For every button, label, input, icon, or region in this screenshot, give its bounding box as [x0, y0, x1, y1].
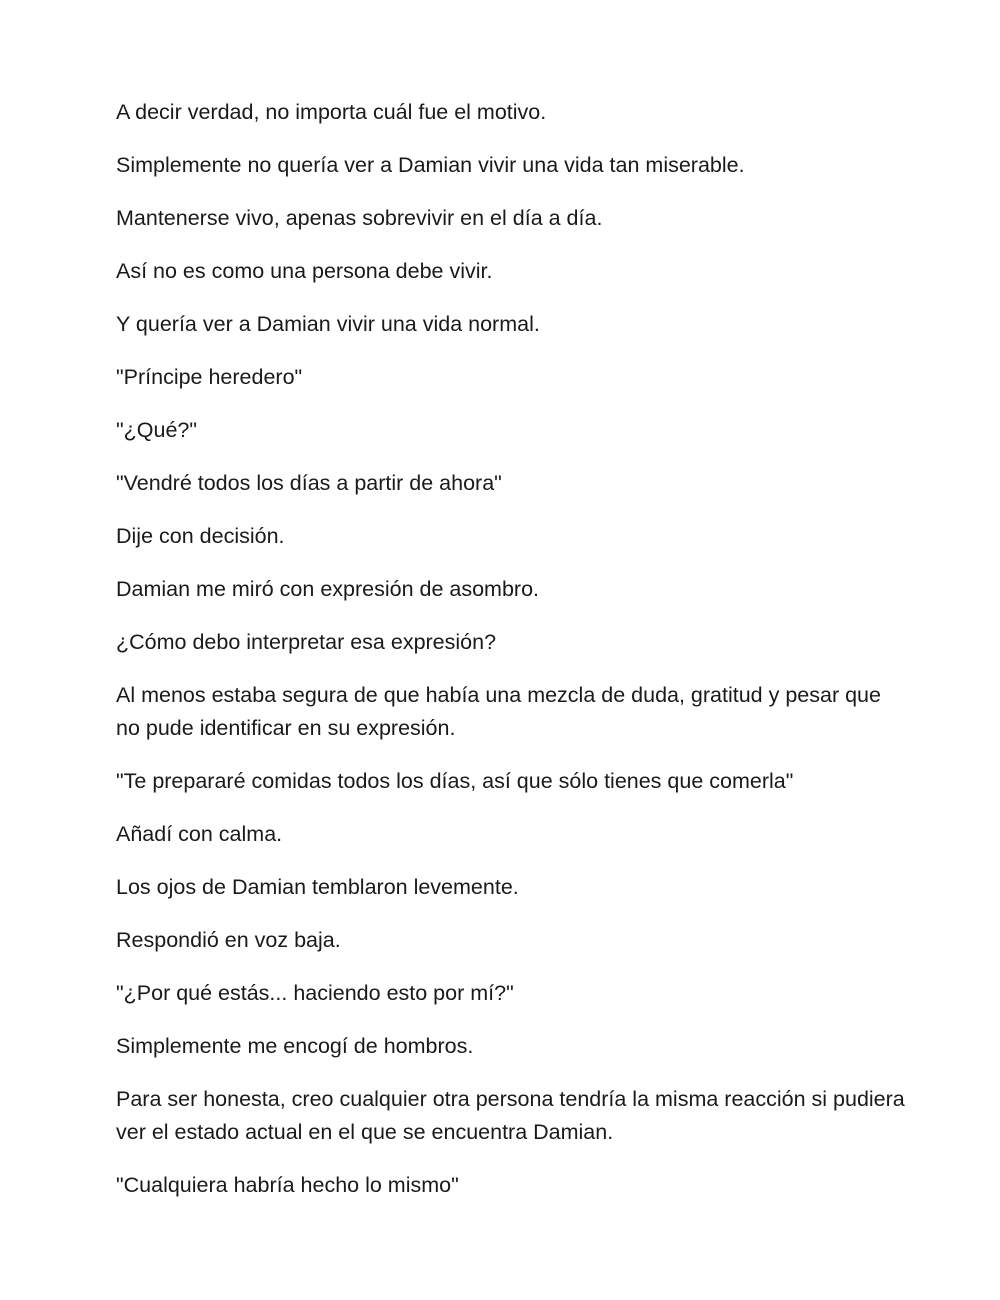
paragraph: Simplemente me encogí de hombros. [116, 1034, 474, 1058]
paragraph: Así no es como una persona debe vivir. [116, 259, 493, 283]
paragraph: A decir verdad, no importa cuál fue el motivo. [116, 100, 547, 124]
document-body [116, 96, 906, 1222]
paragraph: "¿Por qué estás... haciendo esto por mí?" [116, 981, 514, 1005]
paragraph: Los ojos de Damian temblaron levemente. [116, 875, 519, 899]
paragraph: Al menos estaba segura de que había una mezcla de duda, gratitud y pesar que no pude identificar en su expresión. [116, 683, 881, 740]
paragraph: Respondió en voz baja. [116, 928, 341, 952]
paragraph: Dije con decisión. [116, 524, 285, 548]
paragraph: ¿Cómo debo interpretar esa expresión? [116, 630, 497, 654]
paragraph: "Príncipe heredero" [116, 365, 303, 389]
paragraph: Mantenerse vivo, apenas sobrevivir en el día a día. [116, 206, 603, 230]
paragraph: Para ser honesta, creo cualquier otra persona tendría la misma reacción si pudiera ver el estado actual en el que se encuentra Damian. [116, 1087, 905, 1144]
paragraph: "Vendré todos los días a partir de ahora" [116, 471, 502, 495]
paragraph: "Te prepararé comidas todos los días, así que sólo tienes que comerla" [116, 769, 794, 793]
paragraph: "Cualquiera habría hecho lo mismo" [116, 1173, 459, 1197]
paragraph: "¿Qué?" [116, 418, 197, 442]
paragraph: Y quería ver a Damian vivir una vida normal. [116, 312, 540, 336]
paragraph: Añadí con calma. [116, 822, 283, 846]
paragraph: Simplemente no quería ver a Damian vivir una vida tan miserable. [116, 153, 745, 177]
paragraph: Damian me miró con expresión de asombro. [116, 577, 540, 601]
